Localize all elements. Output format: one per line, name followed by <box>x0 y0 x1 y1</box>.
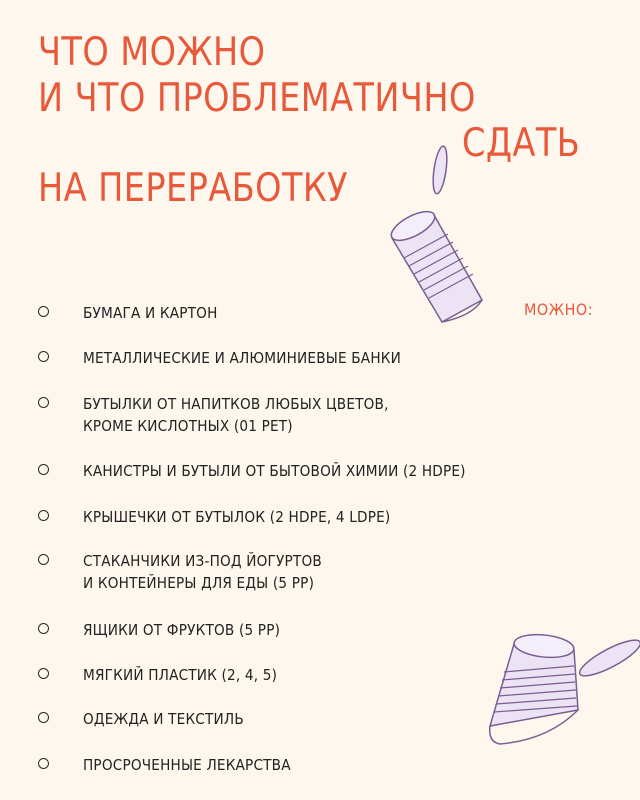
bullet-circle-icon <box>38 397 49 408</box>
list-item-text: БУТЫЛКИ ОТ НАПИТКОВ ЛЮБЫХ ЦВЕТОВ, КРОМЕ КИСЛОТНЫХ (01 PET) <box>83 395 389 435</box>
bullet-circle-icon <box>38 623 49 634</box>
tin-can-bottom-icon <box>478 622 640 800</box>
tin-can-top-icon <box>380 130 510 330</box>
title-line-1: ЧТО МОЖНО <box>38 30 266 75</box>
bullet-circle-icon <box>38 351 49 362</box>
bullet-circle-icon <box>38 668 49 679</box>
bullet-circle-icon <box>38 758 49 769</box>
list-item-text: МЕТАЛЛИЧЕСКИЕ И АЛЮМИНИЕВЫЕ БАНКИ <box>83 349 401 367</box>
bullet-circle-icon <box>38 712 49 723</box>
title-line-2: И ЧТО ПРОБЛЕМАТИЧНО <box>38 76 476 121</box>
list-item-text: КРЫШЕЧКИ ОТ БУТЫЛОК (2 HDPE, 4 LDPE) <box>83 508 391 526</box>
list-item-text: СТАКАНЧИКИ ИЗ-ПОД ЙОГУРТОВ И КОНТЕЙНЕРЫ ДЛЯ ЕДЫ (5 PP) <box>83 552 322 592</box>
bullet-circle-icon <box>38 306 49 317</box>
section-label: МОЖНО: <box>524 300 593 319</box>
list-item-text: БУМАГА И КАРТОН <box>83 304 218 322</box>
bullet-circle-icon <box>38 510 49 521</box>
list-item-text: КАНИСТРЫ И БУТЫЛИ ОТ БЫТОВОЙ ХИМИИ (2 HDPE) <box>83 462 466 480</box>
list-item-text: ПРОСРОЧЕННЫЕ ЛЕКАРСТВА <box>83 756 291 774</box>
list-item-text: ОДЕЖДА И ТЕКСТИЛЬ <box>83 710 244 728</box>
list-item-text: ЯЩИКИ ОТ ФРУКТОВ (5 PP) <box>83 621 281 639</box>
title-line-3: СДАТЬ <box>462 121 581 166</box>
title-line-4: НА ПЕРЕРАБОТКУ <box>38 166 349 211</box>
bullet-circle-icon <box>38 464 49 475</box>
list-item-text: МЯГКИЙ ПЛАСТИК (2, 4, 5) <box>83 666 278 684</box>
bullet-circle-icon <box>38 554 49 565</box>
